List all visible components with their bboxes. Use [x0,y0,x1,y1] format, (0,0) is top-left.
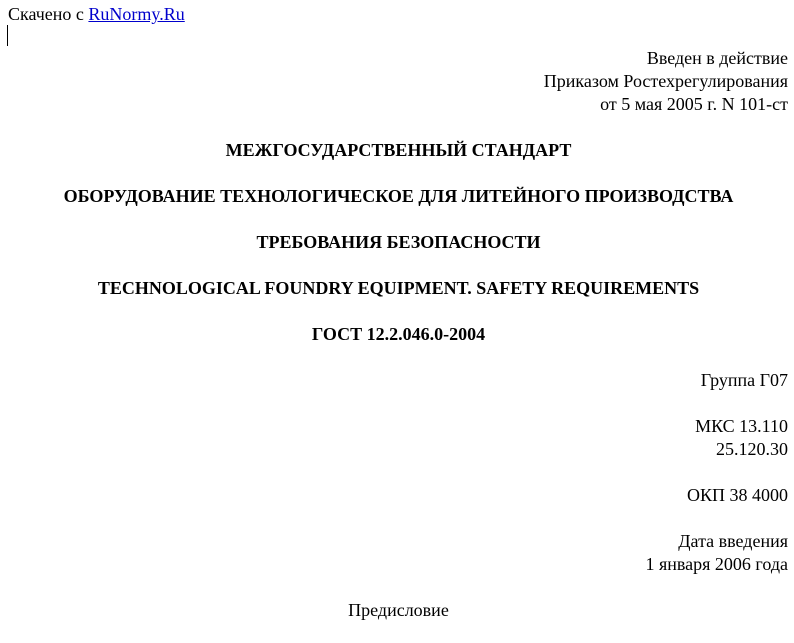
source-line [8,3,185,25]
runormy-link[interactable]: RuNormy.Ru [88,4,185,24]
okp-code: ОКП 38 4000 [686,485,788,505]
mks-code-line-1: МКС 13.110 [695,416,788,436]
title-ru: ОБОРУДОВАНИЕ ТЕХНОЛОГИЧЕСКОЕ ДЛЯ ЛИТЕЙНОГО ПРОИЗВОДСТВА [63,186,734,206]
intro-line-2: Приказом Ростехрегулирования [543,71,788,91]
title-en: TECHNOLOGICAL FOUNDRY EQUIPMENT. SAFETY REQUIREMENTS [97,278,700,298]
standard-type-heading: МЕЖГОСУДАРСТВЕННЫЙ СТАНДАРТ [225,140,572,160]
date-value: 1 января 2006 года [645,554,788,574]
foreword-heading: Предисловие [348,600,449,620]
standard-code: ГОСТ 12.2.046.0-2004 [311,324,486,344]
date-label: Дата введения [678,531,788,551]
text-caret [7,25,8,46]
group-code: Группа Г07 [700,370,788,390]
mks-code-line-2: 25.120.30 [716,439,788,459]
subtitle-ru: ТРЕБОВАНИЯ БЕЗОПАСНОСТИ [256,232,541,252]
intro-line-3: от 5 мая 2005 г. N 101-ст [600,94,788,114]
downloaded-prefix: Скачено с [8,4,84,24]
intro-line-1: Введен в действие [646,48,788,68]
